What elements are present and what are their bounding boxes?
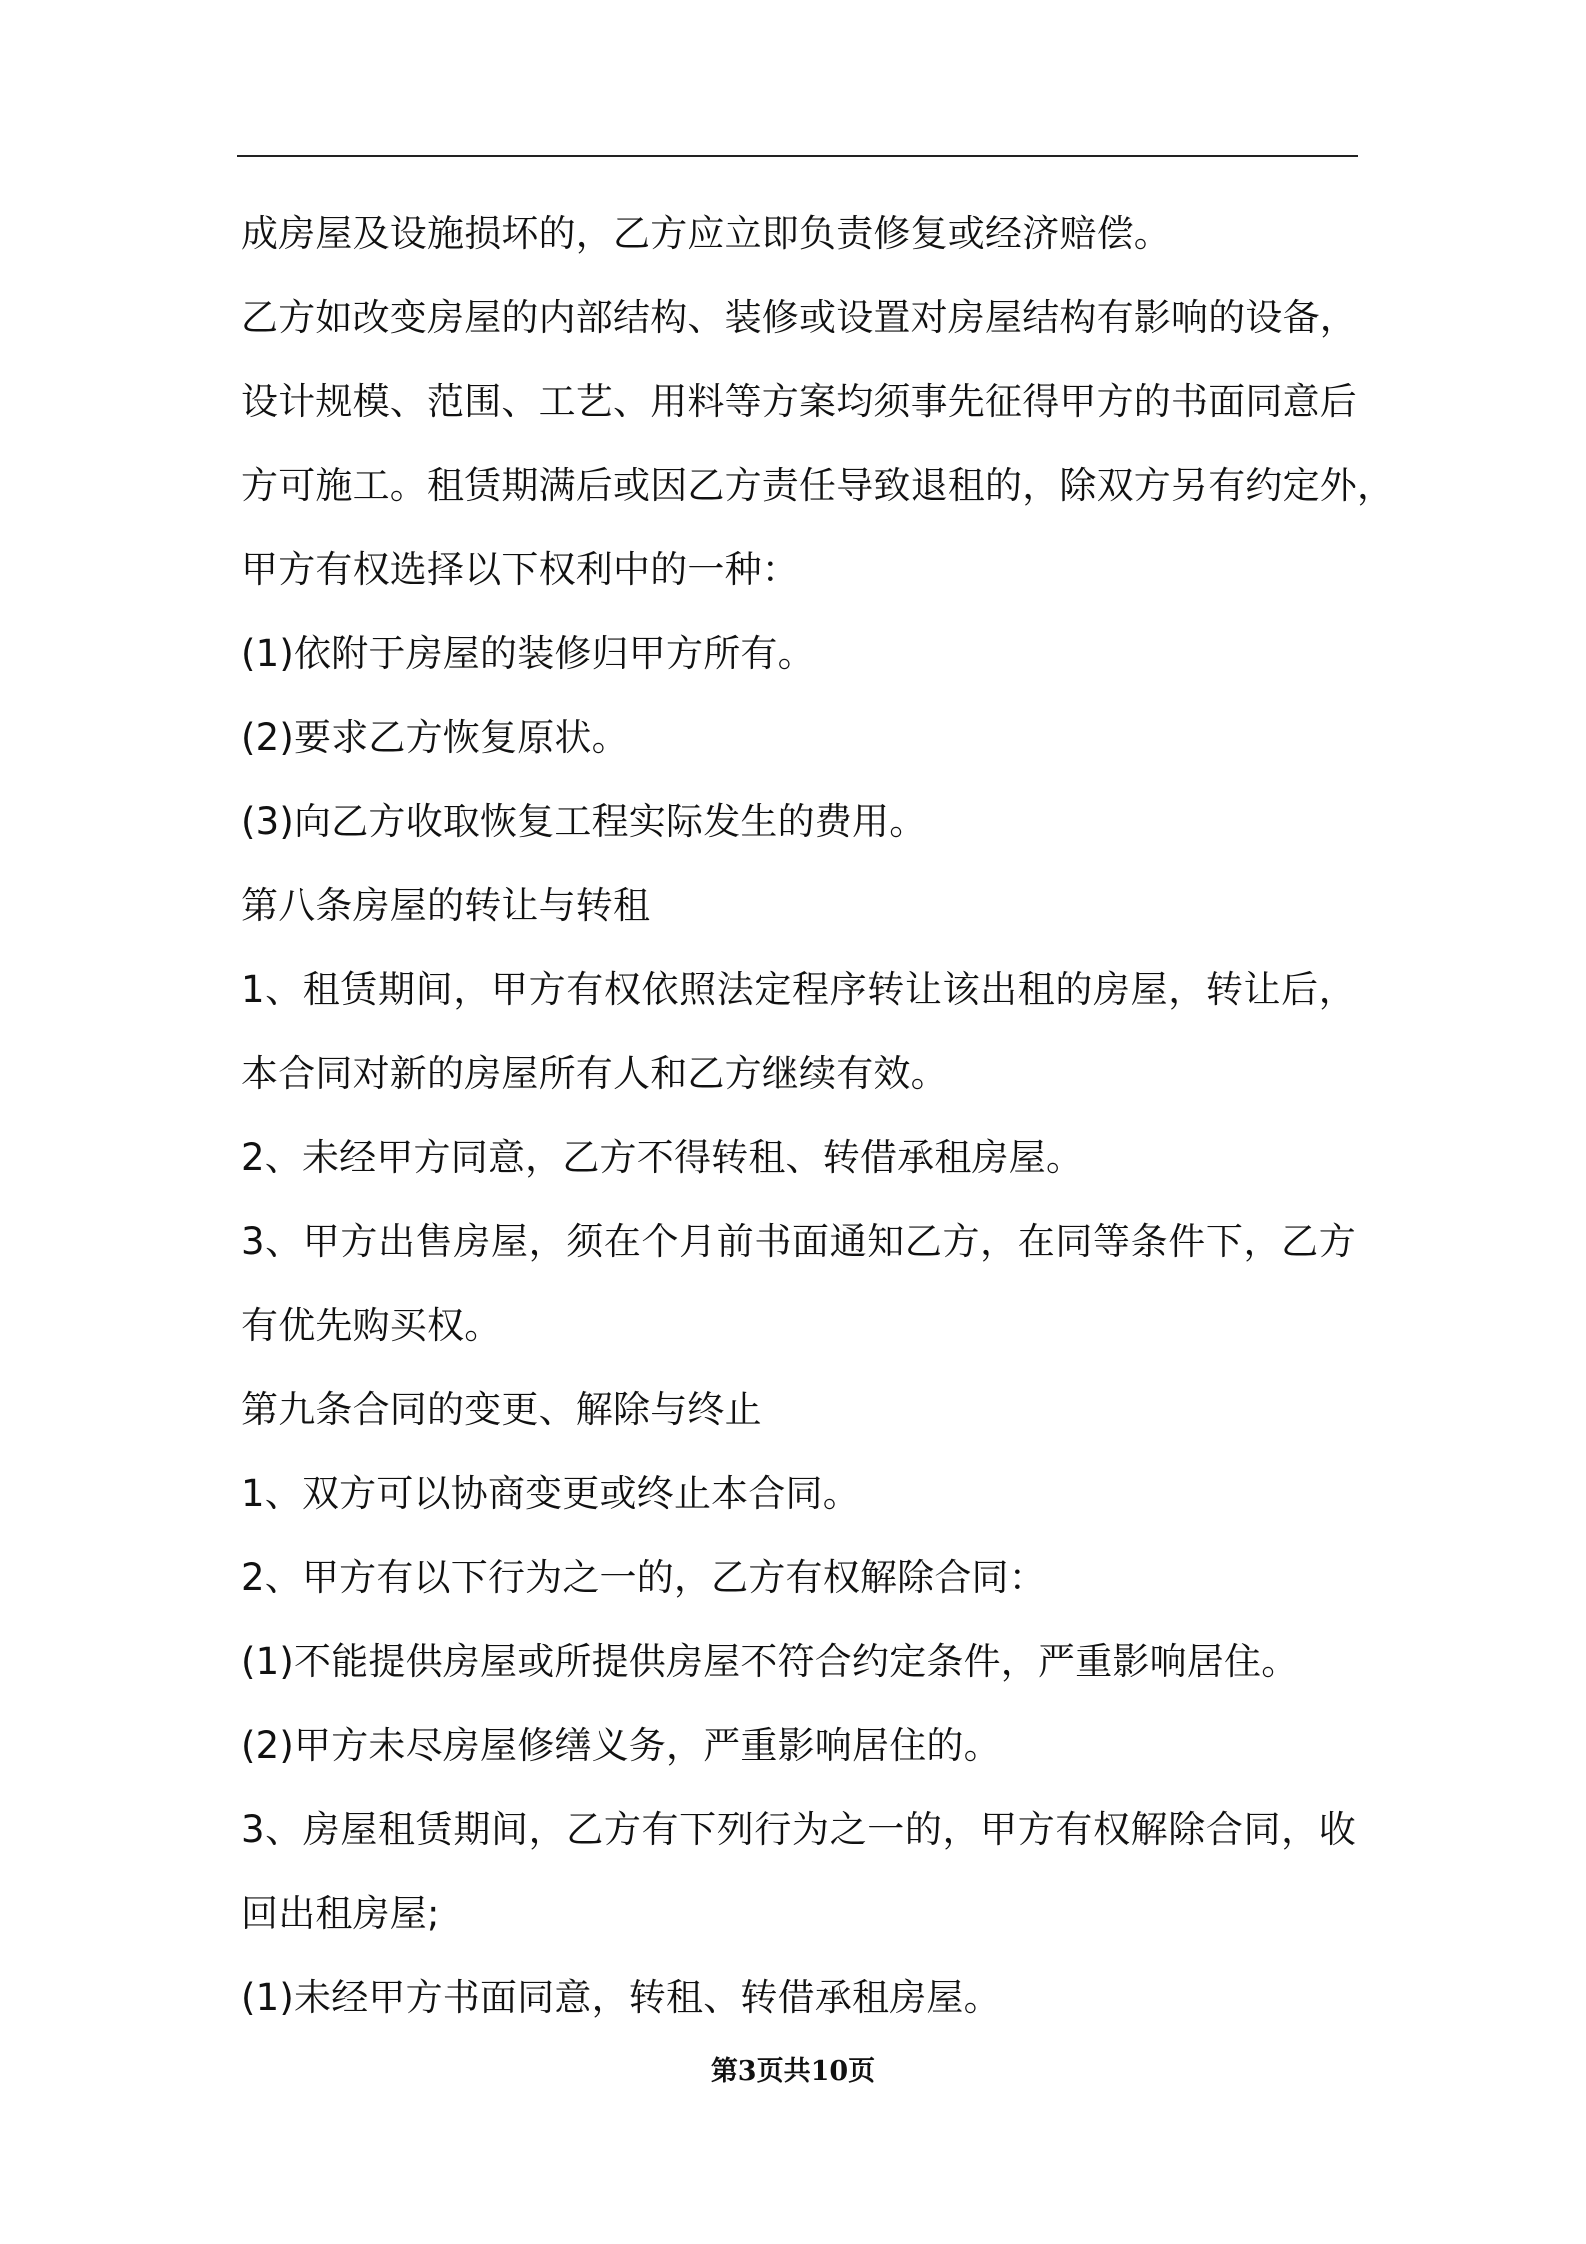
text-line: 1、租赁期间，甲方有权依照法定程序转让该出租的房屋，转让后， [241, 968, 1356, 1011]
text-line: 3、房屋租赁期间，乙方有下列行为之一的，甲方有权解除合同，收 [241, 1808, 1356, 1851]
text-line: 方可施工。租赁期满后或因乙方责任导致退租的，除双方另有约定外， [241, 464, 1395, 507]
text-line: 有优先购买权。 [241, 1304, 502, 1347]
list-item: (1)不能提供房屋或所提供房屋不符合约定条件，严重影响居住。 [241, 1640, 1299, 1683]
text-line: 1、双方可以协商变更或终止本合同。 [241, 1472, 860, 1515]
text-line: 成房屋及设施损坏的，乙方应立即负责修复或经济赔偿。 [241, 212, 1171, 255]
text-line: 3、甲方出售房屋，须在个月前书面通知乙方，在同等条件下，乙方 [241, 1220, 1356, 1263]
text-line: 设计规模、范围、工艺、用料等方案均须事先征得甲方的书面同意后 [241, 380, 1357, 423]
text-line: 2、未经甲方同意，乙方不得转租、转借承租房屋。 [241, 1136, 1084, 1179]
document-body [241, 192, 1395, 2040]
list-item: (3)向乙方收取恢复工程实际发生的费用。 [241, 800, 927, 843]
page-number: 第3页共10页 [710, 2056, 876, 2087]
text-line: 本合同对新的房屋所有人和乙方继续有效。 [241, 1052, 948, 1095]
list-item: (2)甲方未尽房屋修缮义务，严重影响居住的。 [241, 1724, 1001, 1767]
text-line: 2、甲方有以下行为之一的，乙方有权解除合同： [241, 1556, 1046, 1599]
list-item: (1)依附于房屋的装修归甲方所有。 [241, 632, 815, 675]
section-heading-article-8: 第八条房屋的转让与转租 [241, 884, 651, 927]
list-item: (1)未经甲方书面同意，转租、转借承租房屋。 [241, 1976, 1001, 2019]
section-heading-article-9: 第九条合同的变更、解除与终止 [241, 1388, 762, 1431]
text-line: 乙方如改变房屋的内部结构、装修或设置对房屋结构有影响的设备， [241, 296, 1357, 339]
text-line: 回出租房屋; [241, 1892, 440, 1935]
header-rule [237, 155, 1358, 157]
list-item: (2)要求乙方恢复原状。 [241, 716, 629, 759]
text-line: 甲方有权选择以下权利中的一种： [241, 548, 799, 591]
